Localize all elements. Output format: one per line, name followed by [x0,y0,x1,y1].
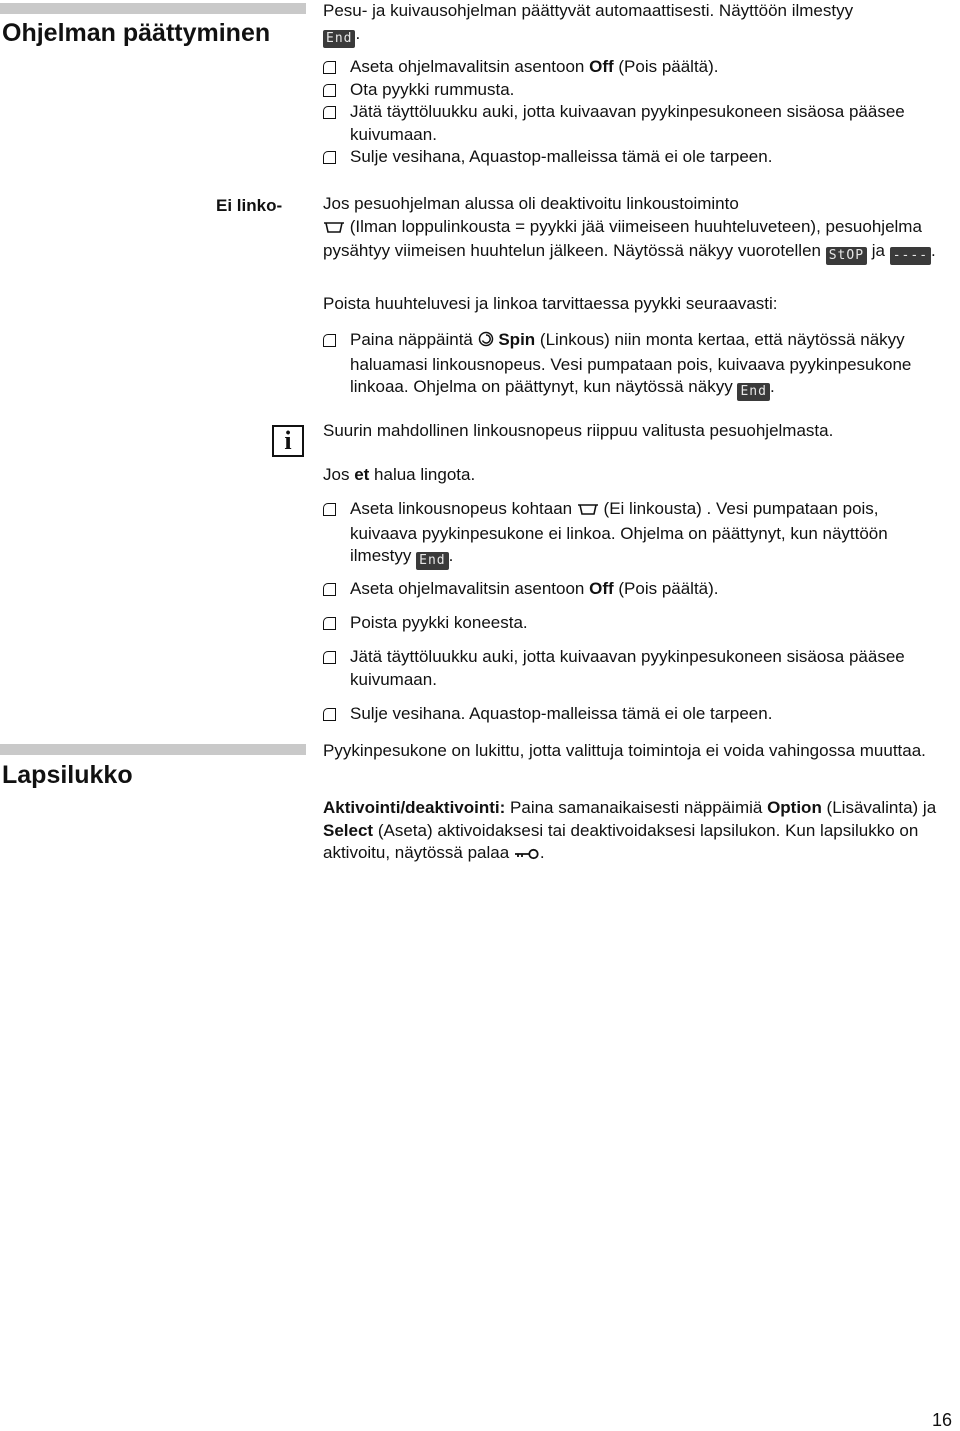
page-number: 16 [931,1410,952,1430]
lcd-end-display: End [323,30,355,48]
info-note: Suurin mahdollinen linkousnopeus riippuu valitusta pesuohjelmasta. [323,421,834,440]
no-spin-paragraph-2: Poista huuhteluvesi ja linkoa tarvittaessa pyykki seuraavasti: [323,294,778,313]
lcd-dash-display: ---- [890,247,931,265]
key-icon [514,844,540,867]
bullet-box-icon [323,583,336,596]
section-bar-lock [0,744,306,755]
no-spin-icon [323,218,345,241]
lock-paragraph-2: Aktivointi/deaktivointi: Paina samanaikaisesti näppäimiä Option (Lisävalinta) ja Select (Aseta) aktivoidaksesi tai deaktivoidaksesi lapsilukon. Kun lapsilukko on aktivoitu, näytössä palaa . [323,797,943,867]
bullet-box-icon [323,334,336,347]
lcd-stop-display: StOP [826,247,867,265]
bullet-box-icon [323,151,336,164]
info-icon: i [272,425,304,457]
section-bar-left [0,3,306,14]
side-label-no-spin: Ei linko- [216,196,283,215]
no-spin-icon [577,500,599,523]
bullet-box-icon [323,651,336,664]
spin-icon [478,331,494,354]
bullet-box-icon [323,61,336,74]
section-title-lock: Lapsilukko [2,761,133,789]
bullet-box-icon [323,617,336,630]
end-intro: Pesu- ja kuivausohjelman päättyvät automaattisesti. Näyttöön ilmestyy End . [323,1,854,46]
lock-paragraph-1: Pyykinpesukone on lukittu, jotta valittuja toimintoja ei voida vahingossa muuttaa. [323,741,926,760]
bullet-box-icon [323,503,336,516]
lcd-end-display-3: End [416,552,448,570]
bullet-box-icon [323,106,336,119]
bullet-box-icon [323,84,336,97]
lcd-end-display-2: End [737,383,769,401]
no-spin-paragraph-3: Jos et halua lingota. [323,465,476,484]
section-title-end: Ohjelman päättyminen [2,19,271,47]
bullet-box-icon [323,708,336,721]
no-spin-paragraph-1: Jos pesuohjelman alussa oli deaktivoitu linkoustoiminto (Ilman loppulinkousta = pyykki jää viimeiseen huuhteluveteen), pesuohjelma pysähtyy viimeisen huuhtelun jälkeen. Näytössä näkyy vuorotellen StOP ja ---- . [323,194,936,264]
